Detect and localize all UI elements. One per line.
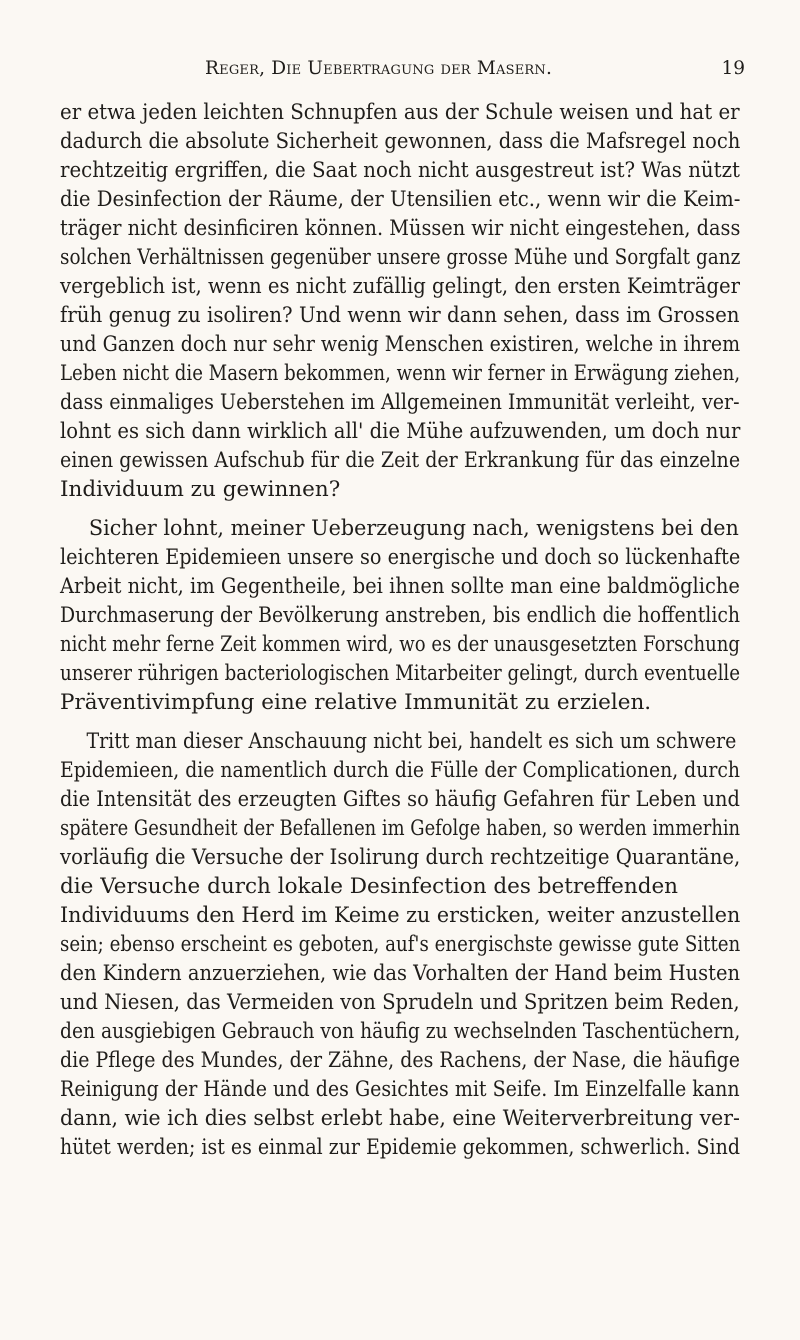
text-line: die Intensität des erzeugten Giftes so häufig Gefahren für Leben und — [60, 787, 740, 812]
running-header — [205, 58, 745, 84]
text-line: den Kindern anzuerziehen, wie das Vorhalten der Hand beim Husten — [60, 961, 740, 986]
text-line: leichteren Epidemieen unsere so energische und doch so lückenhafte — [60, 545, 741, 570]
paragraph-2 — [60, 514, 740, 717]
text-line: dass einmaliges Ueberstehen im Allgemeinen Immunität verleiht, ver- — [60, 390, 740, 415]
text-line: rechtzeitig ergriffen, die Saat noch nicht ausgestreut ist? Was nützt — [60, 158, 740, 183]
text-line: unserer rührigen bacteriologischen Mitarbeiter gelingt, durch eventuelle — [60, 661, 741, 686]
text-line: dadurch die absolute Sicherheit gewonnen, dass die Mafsregel noch — [60, 129, 741, 154]
text-line: hütet werden; ist es einmal zur Epidemie gekommen, schwerlich. Sind — [60, 1135, 740, 1160]
text-line: träger nicht desinficiren können. Müssen wir nicht eingestehen, dass — [60, 216, 741, 241]
paragraph-1 — [60, 98, 740, 504]
text-line: Leben nicht die Masern bekommen, wenn wir ferner in Erwägung ziehen, — [60, 361, 741, 386]
text-line: Präventivimpfung eine relative Immunität zu erzielen. — [60, 690, 652, 715]
text-line: einen gewissen Aufschub für die Zeit der Erkrankung für das einzelne — [60, 448, 741, 473]
text-line: die Versuche durch lokale Desinfection des betreffenden — [60, 874, 679, 899]
text-line: Individuum zu gewinnen? — [60, 477, 341, 502]
text-line: den ausgiebigen Gebrauch von häufig zu wechselnden Taschentüchern, — [60, 1019, 741, 1044]
text-line: Sicher lohnt, meiner Ueberzeugung nach, wenigstens bei den — [88, 516, 739, 541]
text-line: und Ganzen doch nur sehr wenig Menschen existiren, welche in ihrem — [60, 332, 741, 357]
text-line: lohnt es sich dann wirklich all' die Mühe aufzuwenden, um doch nur — [60, 419, 741, 444]
body-text — [60, 98, 740, 1162]
text-line: Reinigung der Hände und des Gesichtes mit Seife. Im Einzelfalle kann — [60, 1077, 740, 1102]
text-line: dann, wie ich dies selbst erlebt habe, eine Weiterverbreitung ver- — [60, 1106, 740, 1131]
running-title: Reger, Die Uebertragung der Masern. — [205, 58, 553, 79]
text-line: Individuums den Herd im Keime zu ersticken, weiter anzustellen — [60, 903, 741, 928]
text-line: vergeblich ist, wenn es nicht zufällig gelingt, den ersten Keimträger — [60, 274, 741, 299]
page-number: 19 — [721, 58, 745, 79]
text-line: und Niesen, das Vermeiden von Sprudeln und Spritzen beim Reden, — [60, 990, 740, 1015]
text-line: die Desinfection der Räume, der Utensilien etc., wenn wir die Keim- — [60, 187, 741, 212]
text-line: Tritt man dieser Anschauung nicht bei, handelt es sich um schwere — [86, 729, 737, 754]
text-line: Arbeit nicht, im Gegentheile, bei ihnen sollte man eine baldmögliche — [60, 574, 740, 599]
text-line: früh genug zu isoliren? Und wenn wir dann sehen, dass im Grossen — [60, 303, 740, 328]
text-line: die Pflege des Mundes, der Zähne, des Rachens, der Nase, die häufige — [60, 1048, 740, 1073]
text-line: spätere Gesundheit der Befallenen im Gefolge haben, so werden immerhin — [60, 816, 741, 841]
paragraph-3 — [60, 727, 740, 1162]
text-line: solchen Verhältnissen gegenüber unsere grosse Mühe und Sorgfalt ganz — [60, 245, 741, 270]
text-line: er etwa jeden leichten Schnupfen aus der Schule weisen und hat er — [60, 100, 740, 125]
text-line: vorläufig die Versuche der Isolirung durch rechtzeitige Quarantäne, — [60, 845, 741, 870]
text-line: Durchmaserung der Bevölkerung anstreben, bis endlich die hoffentlich — [60, 603, 741, 628]
text-line: Epidemieen, die namentlich durch die Fülle der Complicationen, durch — [60, 758, 740, 783]
text-line: nicht mehr ferne Zeit kommen wird, wo es der unausgesetzten Forschung — [60, 632, 741, 657]
text-line: sein; ebenso erscheint es geboten, auf's energischste gewisse gute Sitten — [60, 932, 741, 957]
